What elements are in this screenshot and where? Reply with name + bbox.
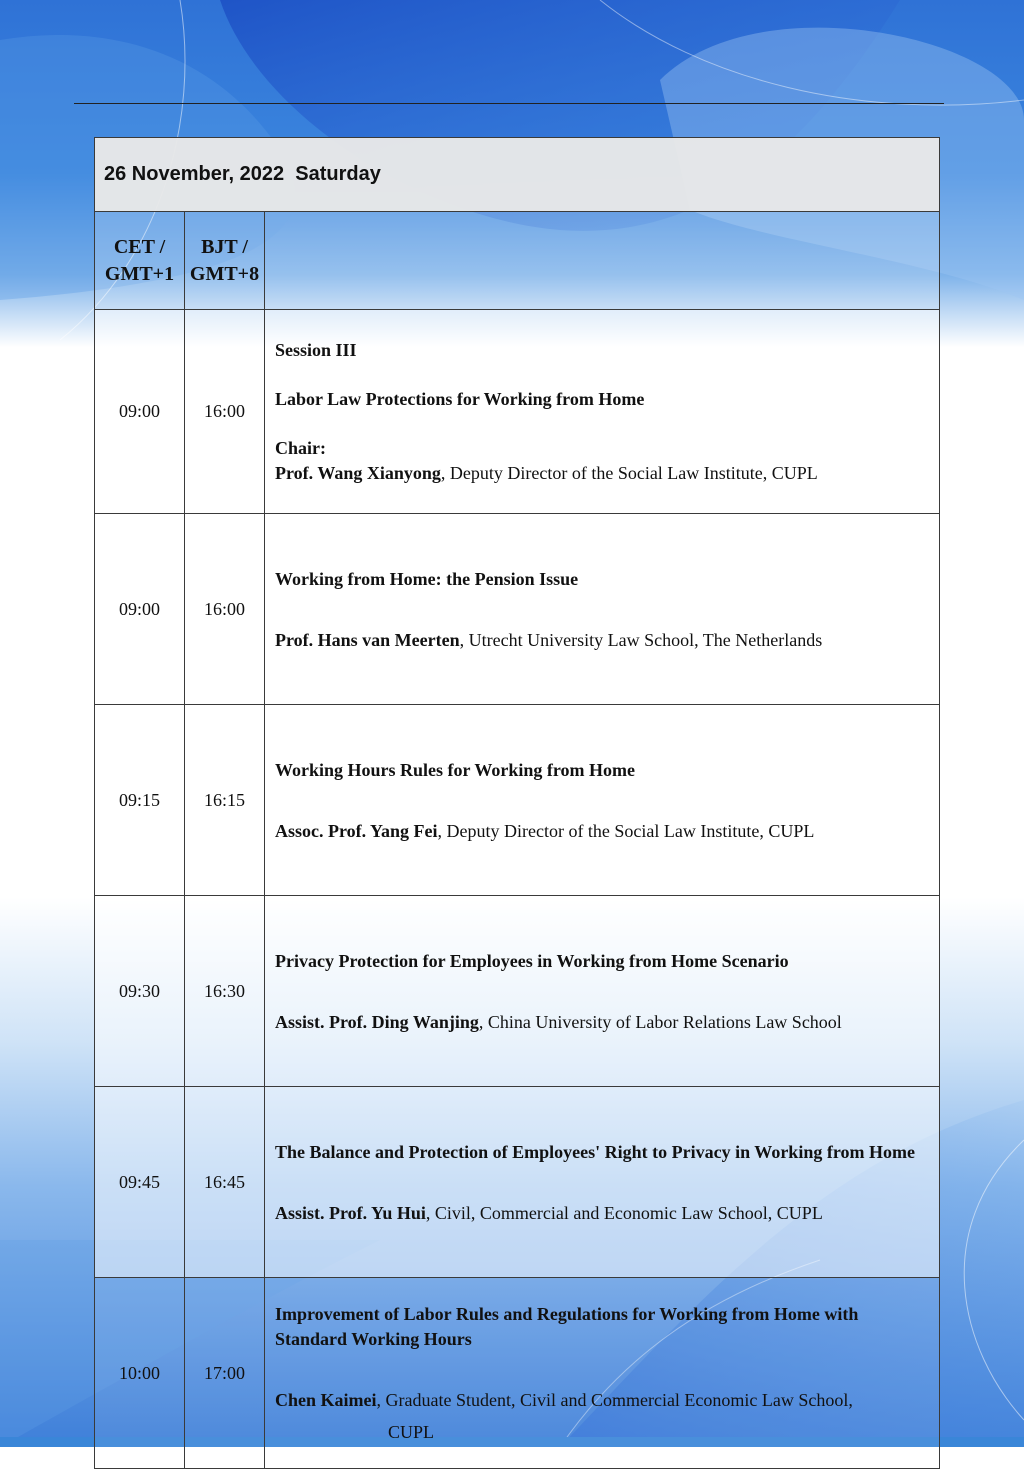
- session-title: Labor Law Protections for Working from Home: [275, 389, 645, 409]
- session-label: Session III: [275, 340, 357, 360]
- speaker-line: [275, 819, 929, 843]
- chair-affiliation: , Deputy Director of the Social Law Institute, CUPL: [440, 463, 818, 483]
- cet-header: CET / GMT+1: [95, 212, 185, 310]
- speaker-line: [275, 1010, 929, 1034]
- talk-title: The Balance and Protection of Employees' Right to Privacy in Working from Home: [275, 1141, 915, 1162]
- cet-time: 09:30: [95, 896, 185, 1087]
- talk-cell: [265, 896, 940, 1087]
- cet-time: 09:00: [95, 514, 185, 705]
- speaker-name: Chen Kaimei: [275, 1390, 377, 1410]
- speaker-affiliation: , Utrecht University Law School, The Netherlands: [459, 629, 823, 650]
- speaker-affiliation: , Civil, Commercial and Economic Law School, CUPL: [425, 1202, 823, 1223]
- speaker-line: [275, 628, 929, 652]
- speaker-affiliation: , Deputy Director of the Social Law Institute, CUPL: [437, 820, 815, 841]
- speaker-line: [275, 1388, 929, 1412]
- chair-label: Chair:: [275, 438, 326, 458]
- header-rule: [74, 103, 944, 104]
- cet-time: 09:45: [95, 1087, 185, 1278]
- speaker-name: Assist. Prof. Yu Hui: [275, 1202, 426, 1223]
- cet-time: 10:00: [95, 1278, 185, 1469]
- speaker-line: [275, 1201, 929, 1225]
- table-row: [95, 310, 940, 514]
- bjt-time: 16:30: [185, 896, 265, 1087]
- bjt-time: 16:00: [185, 514, 265, 705]
- talk-title: Working Hours Rules for Working from Home: [275, 759, 636, 780]
- talk-title: Improvement of Labor Rules and Regulations for Working from Home with Standard Working Hours: [275, 1304, 859, 1349]
- speaker-name: Assist. Prof. Ding Wanjing: [275, 1011, 479, 1032]
- talk-title: Privacy Protection for Employees in Working from Home Scenario: [275, 950, 789, 971]
- bjt-header: BJT / GMT+8: [185, 212, 265, 310]
- schedule-table: [94, 137, 940, 1469]
- cet-time: 09:00: [95, 310, 185, 514]
- speaker-name: Prof. Hans van Meerten: [275, 629, 460, 650]
- bjt-time: 16:45: [185, 1087, 265, 1278]
- table-row: [95, 896, 940, 1087]
- talk-title: Working from Home: the Pension Issue: [275, 568, 579, 589]
- talk-cell: [265, 1278, 940, 1469]
- speaker-affiliation: , China University of Labor Relations Law School: [478, 1011, 842, 1032]
- bjt-time: 17:00: [185, 1278, 265, 1469]
- schedule-date: 26 November, 2022 Saturday: [95, 138, 940, 212]
- session-cell: [265, 310, 940, 514]
- bjt-time: 16:00: [185, 310, 265, 514]
- table-row: [95, 514, 940, 705]
- table-row: [95, 1087, 940, 1278]
- table-row: [95, 705, 940, 896]
- speaker-name: Assoc. Prof. Yang Fei: [275, 820, 438, 841]
- table-row: [95, 1278, 940, 1469]
- speaker-affiliation: , Graduate Student, Civil and Commercial Economic Law School,: [376, 1390, 853, 1410]
- talk-cell: [265, 705, 940, 896]
- talk-cell: [265, 514, 940, 705]
- talk-cell: [265, 1087, 940, 1278]
- cet-time: 09:15: [95, 705, 185, 896]
- speaker-affiliation-cont: CUPL: [388, 1422, 435, 1442]
- content-header: [265, 212, 940, 310]
- chair-line: [275, 461, 929, 485]
- bjt-time: 16:15: [185, 705, 265, 896]
- chair-name: Prof. Wang Xianyong: [275, 463, 441, 483]
